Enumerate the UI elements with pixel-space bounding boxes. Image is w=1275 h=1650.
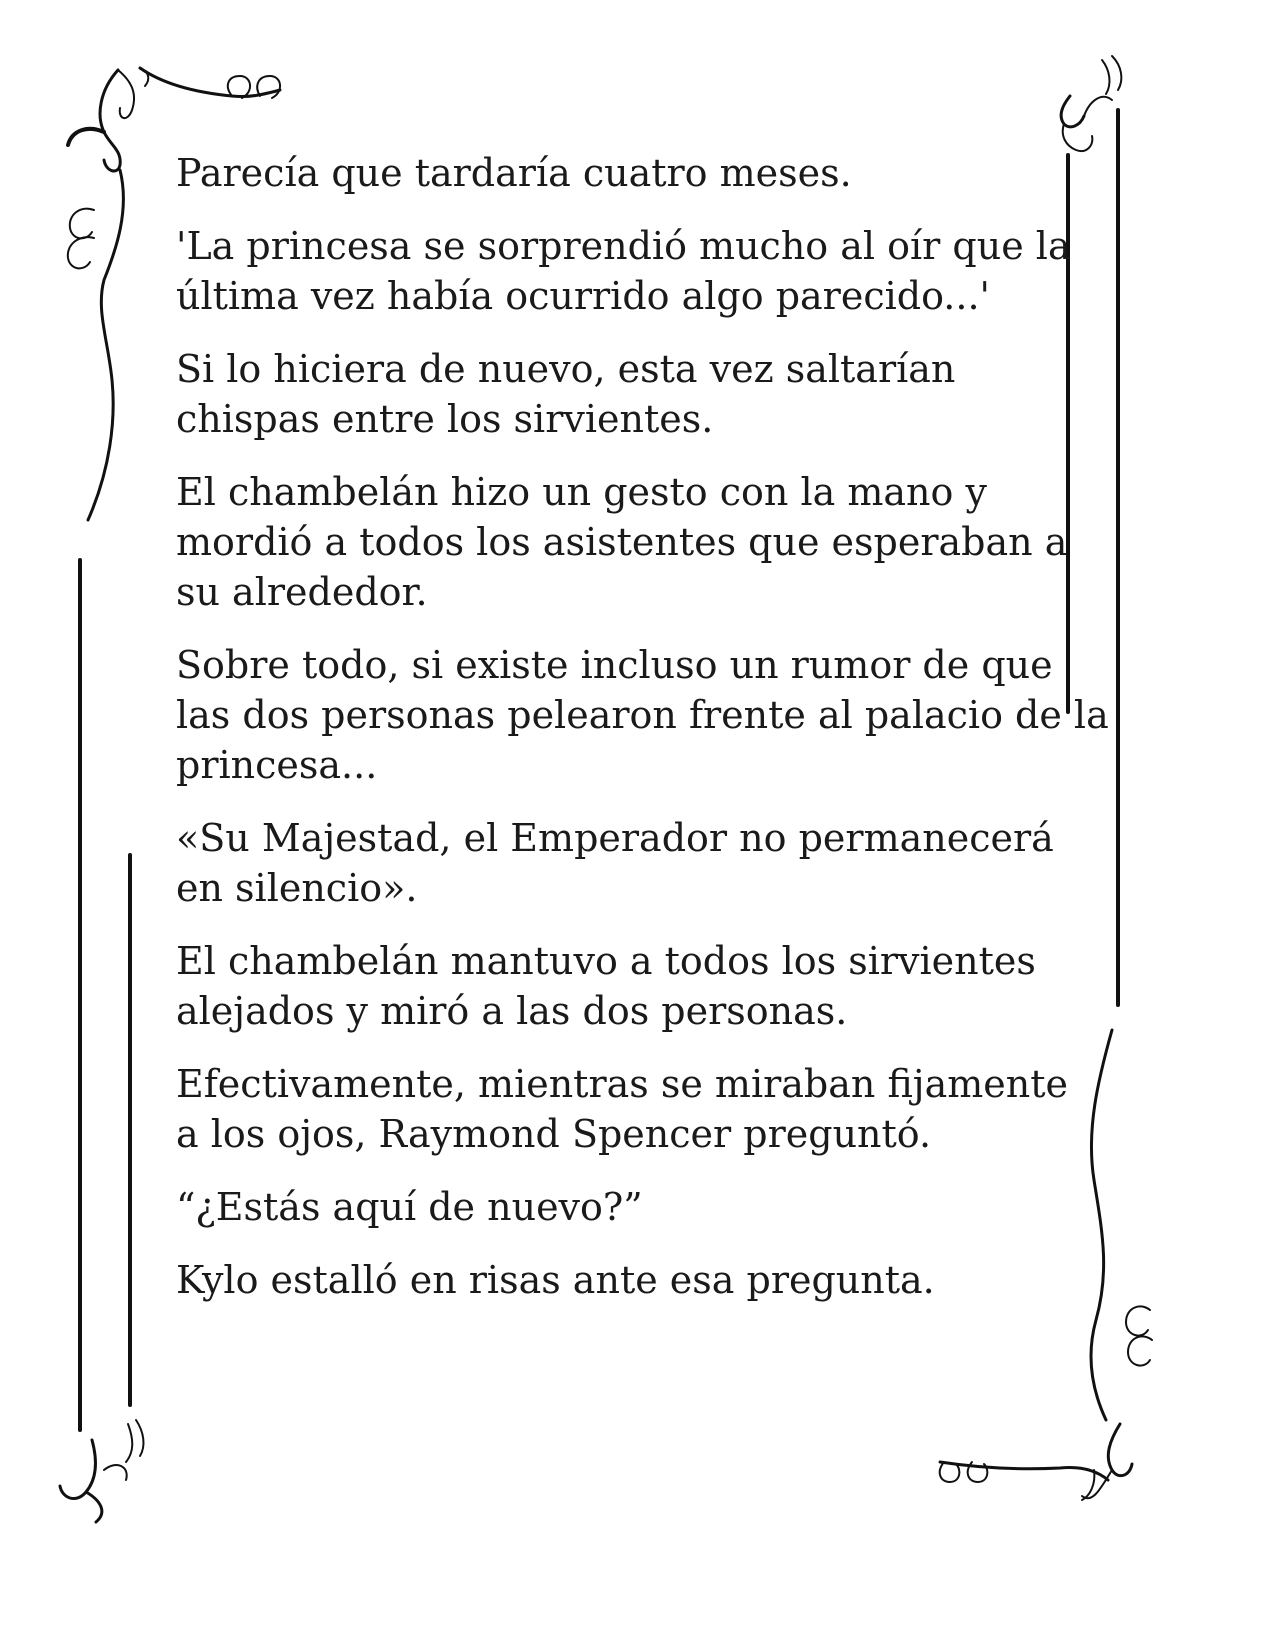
text-line: El chambelán mantuvo a todos los sirvientes [176,939,1036,983]
paragraph [176,221,1106,321]
paragraph [176,1182,1106,1232]
paragraph [176,640,1109,790]
text-line: su alrededor. [176,570,428,614]
text-line: alejados y miró a las dos personas. [176,989,848,1033]
text-line: Kylo estalló en risas ante esa pregunta. [176,1258,935,1302]
paragraph [176,344,1106,444]
paragraph [176,936,1106,1036]
document-body [176,148,1109,1328]
text-line: en silencio». [176,866,418,910]
text-line: El chambelán hizo un gesto con la mano y [176,470,987,514]
paragraph [176,1059,1106,1159]
paragraph [176,813,1106,913]
text-line: mordió a todos los asistentes que esperaban a [176,520,1068,564]
flourish-top-right-icon [1061,56,1121,151]
flourish-bottom-left-icon [60,1420,143,1522]
text-line: Efectivamente, mientras se miraban fijamente [176,1062,1068,1106]
paragraph [176,148,1106,198]
text-line: última vez había ocurrido algo parecido...' [176,274,990,318]
text-line: Parecía que tardaría cuatro meses. [176,151,852,195]
text-line: chispas entre los sirvientes. [176,397,714,441]
text-line: a los ojos, Raymond Spencer preguntó. [176,1112,932,1156]
text-line: princesa... [176,743,378,787]
text-line: las dos personas pelearon frente al palacio de la [176,693,1109,737]
text-line: «Su Majestad, el Emperador no permanecerá [176,816,1054,860]
text-line: Si lo hiciera de nuevo, esta vez saltarían [176,347,956,391]
text-line: 'La princesa se sorprendió mucho al oír que la [176,224,1071,268]
text-line: Sobre todo, si existe incluso un rumor de que [176,643,1053,687]
paragraph [176,467,1106,617]
paragraph [176,1255,1106,1305]
text-line: “¿Estás aquí de nuevo?” [176,1185,643,1229]
